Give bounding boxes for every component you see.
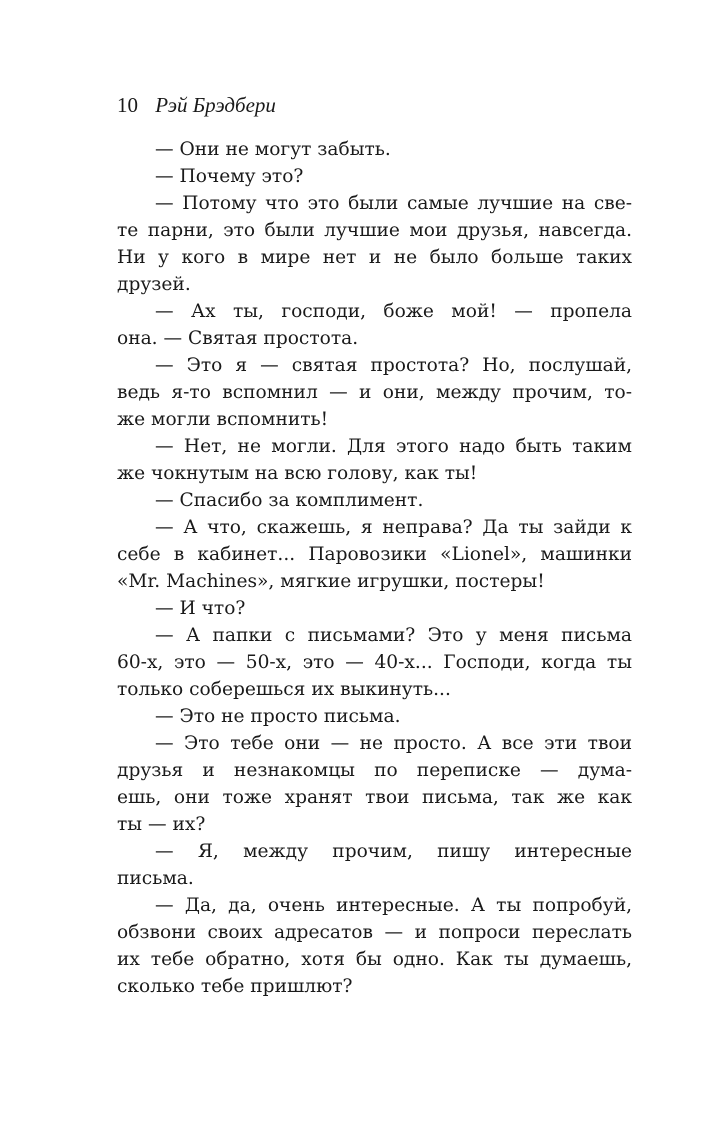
text-line: себе в кабинет... Паровозики «Lionel», машинки bbox=[117, 544, 632, 565]
text-line: друзей. bbox=[117, 274, 191, 295]
text-line: — Да, да, очень интересные. А ты попробуй, bbox=[155, 895, 632, 916]
text-line: Ни у кого в мире нет и не было больше таких bbox=[117, 247, 632, 268]
text-line: — А что, скажешь, я неправа? Да ты зайди к bbox=[155, 517, 632, 538]
text-line: «Mr. Machines», мягкие игрушки, постеры! bbox=[117, 571, 545, 592]
text-line: — Это тебе они — не просто. А все эти твои bbox=[155, 733, 632, 754]
text-line: — Ах ты, господи, боже мой! — пропела bbox=[155, 301, 632, 322]
text-line: она. — Святая простота. bbox=[117, 328, 359, 349]
text-line: только соберешься их выкинуть... bbox=[117, 679, 451, 700]
text-line: — И что? bbox=[155, 598, 246, 619]
text-line: — Потому что это были самые лучшие на све- bbox=[155, 193, 632, 214]
text-line: — Нет, не могли. Для этого надо быть таким bbox=[155, 436, 632, 457]
text-line: друзья и незнакомцы по переписке — дума- bbox=[117, 760, 632, 781]
text-line: 60-х, это — 50-х, это — 40-х... Господи, когда ты bbox=[117, 652, 632, 673]
body-text bbox=[117, 136, 632, 1000]
text-line: — Это не просто письма. bbox=[155, 706, 401, 727]
text-line: письма. bbox=[117, 868, 194, 889]
text-line: ешь, они тоже хранят твои письма, так же как bbox=[117, 787, 632, 808]
text-line: — А папки с письмами? Это у меня письма bbox=[155, 625, 632, 646]
text-line: сколько тебе пришлют? bbox=[117, 976, 353, 997]
text-line: те парни, это были лучшие мои друзья, навсегда. bbox=[117, 220, 632, 241]
author-name: Рэй Брэдбери bbox=[155, 93, 276, 117]
text-line: ты — их? bbox=[117, 814, 206, 835]
text-line: же чокнутым на всю голову, как ты! bbox=[117, 463, 478, 484]
text-line: — Спасибо за комплимент. bbox=[155, 490, 424, 511]
text-line: обзвони своих адресатов — и попроси переслать bbox=[117, 922, 632, 943]
page-number: 10 bbox=[117, 93, 138, 117]
text-line: ведь я-то вспомнил — и они, между прочим, то- bbox=[117, 382, 632, 403]
running-head bbox=[117, 93, 276, 117]
text-line: — Почему это? bbox=[155, 166, 304, 187]
text-line: — Это я — святая простота? Но, послушай, bbox=[155, 355, 632, 376]
text-line: же могли вспомнить! bbox=[117, 409, 329, 430]
text-line: — Они не могут забыть. bbox=[155, 139, 391, 160]
text-line: — Я, между прочим, пишу интересные bbox=[155, 841, 632, 862]
text-line: их тебе обратно, хотя бы одно. Как ты думаешь, bbox=[117, 949, 632, 970]
